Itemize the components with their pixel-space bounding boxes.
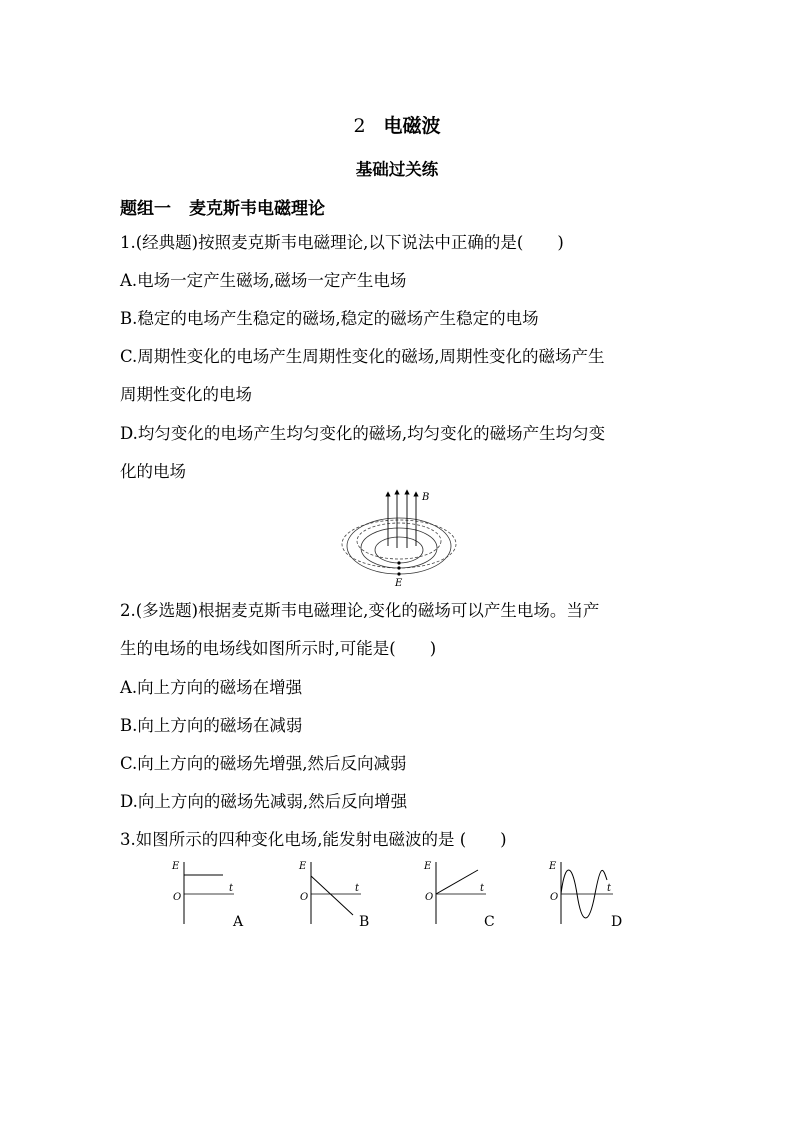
graph-a xyxy=(168,858,248,930)
e-dot-2 xyxy=(397,566,400,569)
graph-b-origin: O xyxy=(300,892,309,903)
e-dot-1 xyxy=(397,561,400,564)
group-heading xyxy=(120,194,325,219)
graph-d xyxy=(545,858,629,930)
label-e: E xyxy=(395,578,403,589)
group-label: 题组一 xyxy=(120,199,171,219)
graph-d-x-label: t xyxy=(607,883,612,894)
page-title xyxy=(0,111,794,138)
group-title: 麦克斯韦电磁理论 xyxy=(189,199,325,219)
graph-a-y-label: E xyxy=(172,861,180,872)
graph-c-label: C xyxy=(484,914,495,930)
e-dot-3 xyxy=(397,572,400,575)
q2-option-c: C.向上方向的磁场先增强,然后反向减弱 xyxy=(120,754,407,773)
q2-stem-paren: ) xyxy=(429,639,437,658)
graph-c xyxy=(420,858,500,930)
q1-option-a: A.电场一定产生磁场,磁场一定产生电场 xyxy=(120,271,407,290)
q1-option-d-cont: 化的电场 xyxy=(120,462,186,481)
q2-stem-text: 生的电场的电场线如图所示时,可能是( xyxy=(120,639,396,658)
graph-c-curve xyxy=(436,870,478,894)
q1-option-c-cont: 周期性变化的电场 xyxy=(120,385,252,404)
q2-option-a: A.向上方向的磁场在增强 xyxy=(120,678,303,697)
q1-option-d: D.均匀变化的电场产生均匀变化的磁场,均匀变化的磁场产生均匀变 xyxy=(120,424,606,443)
graph-b xyxy=(295,858,375,930)
q1-stem xyxy=(120,233,564,253)
graph-d-label: D xyxy=(611,914,623,930)
q1-option-b: B.稳定的电场产生稳定的磁场,稳定的磁场产生稳定的电场 xyxy=(120,309,539,328)
dashed-ellipse-outer xyxy=(342,520,456,568)
graph-b-label: B xyxy=(359,914,370,930)
graph-a-label: A xyxy=(233,914,244,930)
graph-d-origin: O xyxy=(550,892,559,903)
q3-stem-text: 3.如图所示的四种变化电场,能发射电磁波的是 ( xyxy=(120,830,467,849)
graph-c-x-label: t xyxy=(480,883,485,894)
section-number: 2 xyxy=(353,115,366,137)
graph-d-y-label: E xyxy=(549,861,557,872)
graph-c-origin: O xyxy=(425,892,434,903)
q1-option-c: C.周期性变化的电场产生周期性变化的磁场,周期性变化的磁场产生 xyxy=(120,347,605,366)
q3-stem xyxy=(120,830,507,850)
q3-stem-paren: ) xyxy=(500,830,507,849)
graph-b-x-label: t xyxy=(355,883,360,894)
dashed-ellipse-mid xyxy=(357,523,441,559)
q2-stem-cont xyxy=(120,639,436,659)
q1-stem-paren: ) xyxy=(557,233,564,252)
graph-a-x-label: t xyxy=(229,883,234,894)
graph-c-y-label: E xyxy=(424,861,432,872)
label-b: B xyxy=(422,492,430,503)
section-title: 电磁波 xyxy=(383,115,441,137)
field-ellipse-1 xyxy=(347,518,451,574)
q2-option-d: D.向上方向的磁场先减弱,然后反向增强 xyxy=(120,792,408,811)
graph-b-y-label: E xyxy=(299,861,307,872)
page-subtitle: 基础过关练 xyxy=(355,160,439,179)
graph-a-origin: O xyxy=(173,892,182,903)
field-diagram xyxy=(338,486,458,590)
graph-b-curve xyxy=(311,876,353,915)
q1-stem-text: 1.(经典题)按照麦克斯韦电磁理论,以下说法中正确的是( xyxy=(120,233,524,252)
q2-option-b: B.向上方向的磁场在减弱 xyxy=(120,716,303,735)
q2-stem: 2.(多选题)根据麦克斯韦电磁理论,变化的磁场可以产生电场。当产 xyxy=(120,601,600,620)
